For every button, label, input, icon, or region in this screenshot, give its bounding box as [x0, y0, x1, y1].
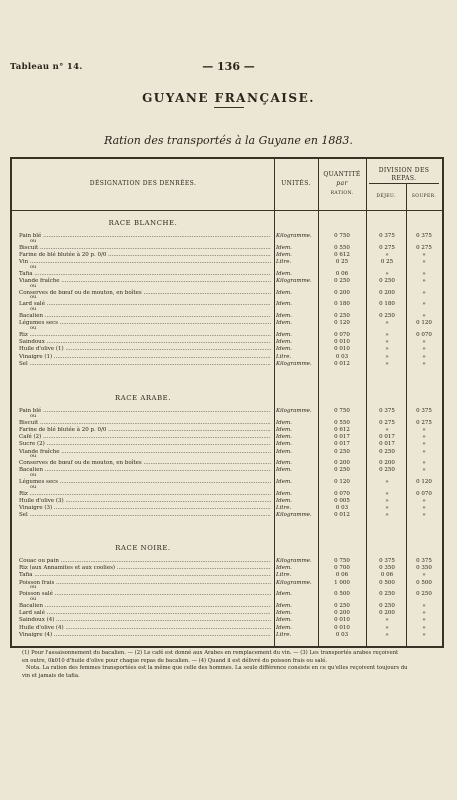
ou-separator: ou: [30, 584, 37, 591]
quantity-cell: 0 700: [334, 565, 350, 572]
header-souper: SOUPER.: [411, 194, 437, 199]
commodity-name: Légumes secs .....: [19, 319, 271, 327]
unit-cell: Kilogramme.: [276, 278, 312, 284]
unit-cell: Idem.: [276, 270, 292, 277]
table-row: [12, 590, 442, 598]
commodity-name: Riz .....: [19, 331, 271, 339]
quantity-cell: 0 200: [334, 610, 350, 617]
unit-cell: Litre.: [276, 353, 292, 360]
unit-cell: Kilogramme.: [276, 360, 312, 367]
commodity-name: Pain blé .....: [19, 232, 271, 240]
commodity-name: Conserves de bœuf ou de mouton, en boîtes .....: [19, 289, 271, 297]
quantity-cell: 0 010: [334, 624, 350, 631]
page-subtitle: Ration des transportés à la Guyane en 1883.: [104, 134, 353, 147]
unit-cell: Idem.: [276, 339, 292, 346]
quantity-cell: 0 550: [334, 244, 350, 251]
header-designation: DÉSIGNATION DES DENRÉES.: [89, 180, 197, 187]
commodity-name: Sucre (2) .....: [19, 440, 271, 448]
commodity-name: Conserves de bœuf ou de mouton, en boîtes .....: [19, 459, 271, 467]
unit-cell: Idem.: [276, 434, 292, 441]
dejeuner-cell: 0 275: [379, 419, 395, 426]
ou-separator: ou: [30, 596, 37, 602]
quantity-cell: 0 612: [334, 426, 350, 433]
commodity-name: Vinaigre (1) .....: [19, 353, 271, 361]
souper-cell: 0 120: [416, 320, 432, 327]
unit-cell: Litre.: [276, 259, 292, 266]
table-row: [12, 300, 442, 308]
souper-cell: »: [422, 467, 426, 474]
quantity-cell: 0 612: [334, 251, 350, 258]
souper-cell: »: [422, 301, 426, 308]
unit-cell: Idem.: [276, 320, 292, 327]
commodity-name: Biscuit .....: [19, 419, 271, 427]
dejeuner-cell: »: [385, 360, 389, 367]
commodity-name: Biscuit .....: [19, 244, 271, 252]
table-row: [12, 466, 442, 474]
dejeuner-cell: »: [385, 479, 389, 486]
header-dejeuner: DÉJEU.: [376, 194, 396, 199]
ou-separator: ou: [30, 263, 37, 270]
section-title: RACE BLANCHE.: [108, 219, 178, 227]
quantity-cell: 0 010: [334, 346, 350, 353]
table-row: [12, 289, 442, 297]
unit-cell: Idem.: [276, 251, 292, 258]
unit-cell: Idem.: [276, 565, 292, 572]
souper-cell: 0 375: [416, 558, 432, 564]
commodity-name: Sel .....: [19, 360, 271, 368]
unit-cell: Idem.: [276, 448, 292, 455]
quantity-cell: 0 550: [334, 419, 350, 426]
souper-cell: 0 375: [416, 233, 432, 239]
ou-separator: ou: [30, 412, 37, 419]
souper-cell: »: [422, 313, 426, 320]
quantity-cell: 0 750: [334, 558, 350, 564]
header-ration: RATION.: [330, 191, 354, 196]
header-par: par: [336, 180, 348, 187]
ou-separator: ou: [30, 453, 37, 460]
souper-cell: »: [422, 505, 426, 512]
quantity-cell: 0 070: [334, 490, 350, 497]
header-division: DIVISION DES REPAS.: [378, 167, 430, 182]
souper-cell: »: [422, 617, 426, 624]
commodity-name: Riz (aux Annamites et aux coolies) .....: [19, 564, 271, 572]
dejeuner-cell: 0 250: [379, 591, 395, 598]
quantity-cell: 0 250: [334, 467, 350, 474]
commodity-name: Vinaigre (4) .....: [19, 631, 271, 639]
commodity-name: Lard salé .....: [19, 609, 271, 617]
dejeuner-cell: »: [385, 617, 389, 624]
commodity-name: Huile d'olive (3) .....: [19, 497, 271, 505]
quantity-cell: 0 017: [334, 441, 350, 448]
commodity-name: Viande fraîche .....: [19, 277, 271, 285]
quantity-cell: 0 25: [335, 259, 349, 266]
souper-cell: »: [422, 270, 426, 277]
ou-separator: ou: [30, 306, 37, 313]
quantity-cell: 0 012: [334, 360, 350, 367]
footnote-nota: Nota. La ration des femmes transportées est la même que celle des hommes. La seule différence consiste en ce qu'elles reçoivent toujours du: [26, 665, 408, 671]
quantity-cell: 1 000: [334, 579, 350, 586]
quantity-cell: 0 03: [335, 353, 349, 360]
unit-cell: Idem.: [276, 301, 292, 308]
quantity-cell: 0 200: [334, 289, 350, 296]
ou-separator: ou: [30, 472, 37, 479]
dejeuner-cell: »: [385, 490, 389, 497]
quantity-cell: 0 120: [334, 320, 350, 327]
table-row: [12, 360, 442, 368]
section-title: RACE ARABE.: [114, 394, 171, 402]
page-title: GUYANE FRANÇAISE.: [142, 91, 315, 105]
dejeuner-cell: »: [385, 426, 389, 433]
dejeuner-cell: »: [385, 512, 389, 519]
table-row: [12, 277, 442, 285]
dejeuner-cell: »: [385, 498, 389, 504]
unit-cell: Kilogramme.: [276, 579, 312, 586]
dejeuner-cell: 0 250: [379, 603, 395, 609]
unit-cell: Idem.: [276, 289, 292, 296]
commodity-name: Vin .....: [19, 258, 271, 266]
header-unites: UNITÉS.: [281, 180, 311, 187]
commodity-name: Bacalien .....: [19, 602, 271, 610]
unit-cell: Idem.: [276, 624, 292, 631]
table-row: [12, 579, 442, 587]
unit-cell: Kilogramme.: [276, 512, 312, 519]
quantity-cell: 0 500: [334, 591, 350, 598]
unit-cell: Idem.: [276, 419, 292, 426]
unit-cell: Idem.: [276, 467, 292, 474]
unit-cell: Idem.: [276, 603, 292, 609]
quantity-cell: 0 012: [334, 512, 350, 519]
ou-separator: ou: [30, 483, 37, 490]
tableau-label: Tableau n° 14.: [10, 62, 83, 72]
unit-cell: Idem.: [276, 591, 292, 598]
souper-cell: »: [422, 460, 426, 467]
table-row: [12, 511, 442, 519]
quantity-cell: 0 250: [334, 313, 350, 320]
commodity-name: Tafia .....: [19, 571, 271, 579]
unit-cell: Idem.: [276, 426, 292, 433]
souper-cell: »: [422, 360, 426, 367]
dejeuner-cell: 0 25: [380, 259, 394, 266]
footnote-line: (1) Pour l'assaisonnement du bacalien. — (2) Le café est donné aux Arabes en remplacement du vin. — (3) Les transportés arabes reçoivent: [22, 650, 399, 656]
unit-cell: Idem.: [276, 346, 292, 353]
dejeuner-cell: 0 375: [379, 233, 395, 239]
ration-table: [10, 157, 444, 648]
quantity-cell: 0 250: [334, 448, 350, 455]
commodity-name: Lard salé .....: [19, 300, 271, 308]
section-title: RACE NOIRE.: [115, 544, 171, 552]
division-rule: [369, 183, 439, 184]
souper-cell: 0 375: [416, 408, 432, 414]
souper-cell: »: [422, 572, 426, 579]
souper-cell: »: [422, 251, 426, 258]
footnote-line: en outre, 0k010 d'huile d'olive pour chaque repas de bacalien. — (4) Quand il est délivré du poisson frais ou salé.: [22, 657, 328, 664]
title-rule: [214, 107, 244, 108]
dejeuner-cell: 0 017: [379, 434, 395, 441]
souper-cell: »: [422, 346, 426, 353]
ou-separator: ou: [30, 282, 37, 289]
souper-cell: »: [422, 426, 426, 433]
dejeuner-cell: 0 200: [379, 289, 395, 296]
unit-cell: Idem.: [276, 332, 292, 338]
unit-cell: Idem.: [276, 610, 292, 617]
dejeuner-cell: »: [385, 332, 389, 338]
souper-cell: 0 070: [416, 490, 432, 497]
souper-cell: »: [422, 603, 426, 609]
commodity-name: Poisson salé .....: [19, 590, 271, 598]
dejeuner-cell: 0 200: [379, 610, 395, 617]
dejeuner-cell: »: [385, 339, 389, 346]
quantity-cell: 0 010: [334, 617, 350, 624]
unit-cell: Idem.: [276, 490, 292, 497]
unit-cell: Idem.: [276, 313, 292, 320]
dejeuner-cell: 0 06: [380, 572, 394, 579]
dejeuner-cell: »: [385, 320, 389, 327]
unit-cell: Kilogramme.: [276, 558, 312, 564]
table-row: [12, 631, 442, 639]
table-row: [12, 407, 442, 415]
footnotes: [22, 650, 440, 680]
souper-cell: »: [422, 448, 426, 455]
commodity-name: Huile d'olive (1) .....: [19, 345, 271, 353]
ou-separator: ou: [30, 325, 37, 331]
quantity-cell: 0 03: [335, 631, 349, 638]
quantity-cell: 0 06: [335, 270, 349, 277]
souper-cell: »: [422, 441, 426, 448]
dejeuner-cell: »: [385, 251, 389, 258]
quantity-cell: 0 180: [334, 301, 350, 308]
unit-cell: Idem.: [276, 244, 292, 251]
commodity-name: Viande fraîche .....: [19, 448, 271, 456]
quantity-cell: 0 750: [334, 233, 350, 239]
souper-cell: 0 275: [416, 244, 432, 251]
table-row: [12, 232, 442, 240]
quantity-cell: 0 250: [334, 603, 350, 609]
commodity-name: Tafia .....: [19, 270, 271, 278]
commodity-name: Saindoux (4) .....: [19, 616, 271, 624]
unit-cell: Litre.: [276, 572, 292, 579]
souper-cell: »: [422, 289, 426, 296]
quantity-cell: 0 03: [335, 505, 349, 512]
unit-cell: Kilogramme.: [276, 408, 312, 414]
commodity-name: Pain blé .....: [19, 407, 271, 415]
dejeuner-cell: »: [385, 631, 389, 638]
table-row: [12, 258, 442, 266]
table-row: [12, 448, 442, 456]
dejeuner-cell: 0 375: [379, 408, 395, 414]
unit-cell: Idem.: [276, 617, 292, 624]
dejeuner-cell: 0 250: [379, 313, 395, 320]
unit-cell: Idem.: [276, 498, 292, 504]
souper-cell: »: [422, 624, 426, 631]
table-row: [12, 319, 442, 327]
unit-cell: Kilogramme.: [276, 233, 312, 239]
quantity-cell: 0 120: [334, 479, 350, 486]
commodity-name: Farine de blé blutée à 20 p. 0/0 .....: [19, 426, 271, 434]
souper-cell: »: [422, 278, 426, 284]
dejeuner-cell: »: [385, 505, 389, 512]
souper-cell: »: [422, 610, 426, 617]
ou-separator: ou: [30, 237, 37, 244]
ou-separator: ou: [30, 294, 37, 301]
dejeuner-cell: 0 275: [379, 244, 395, 251]
commodity-name: Huile d'olive (4) .....: [19, 624, 271, 632]
dejeuner-cell: 0 250: [379, 467, 395, 474]
unit-cell: Idem.: [276, 479, 292, 486]
dejeuner-cell: 0 250: [379, 278, 395, 284]
quantity-cell: 0 06: [335, 572, 349, 579]
footnote-line: vin et jamais de tafia.: [22, 672, 80, 679]
unit-cell: Litre.: [276, 505, 292, 512]
quantity-cell: 0 017: [334, 434, 350, 441]
commodity-name: Saindoux .....: [19, 338, 271, 346]
souper-cell: 0 275: [416, 419, 432, 426]
dejeuner-cell: »: [385, 353, 389, 360]
quantity-cell: 0 070: [334, 332, 350, 338]
commodity-name: Sel .....: [19, 511, 271, 519]
dejeuner-cell: 0 180: [379, 301, 395, 308]
unit-cell: Idem.: [276, 441, 292, 448]
souper-cell: »: [422, 434, 426, 441]
dejeuner-cell: 0 250: [379, 448, 395, 455]
souper-cell: »: [422, 631, 426, 638]
souper-cell: 0 350: [416, 565, 432, 572]
dejeuner-cell: »: [385, 270, 389, 277]
quantity-cell: 0 005: [334, 498, 350, 504]
quantity-cell: 0 010: [334, 339, 350, 346]
commodity-name: Poisson frais .....: [19, 579, 271, 587]
unit-cell: Idem.: [276, 460, 292, 467]
souper-cell: »: [422, 512, 426, 519]
commodity-name: Bacalien .....: [19, 466, 271, 474]
souper-cell: 0 070: [416, 332, 432, 338]
quantity-cell: 0 200: [334, 460, 350, 467]
header-quantite: QUANTITÉ: [323, 171, 361, 178]
unit-cell: Litre.: [276, 631, 292, 638]
commodity-name: Vinaigre (3) .....: [19, 504, 271, 512]
quantity-cell: 0 750: [334, 408, 350, 414]
table-row: [12, 478, 442, 486]
page-number: — 136 —: [202, 60, 255, 73]
dejeuner-cell: 0 350: [379, 565, 395, 572]
commodity-name: Légumes secs .....: [19, 478, 271, 486]
commodity-name: Farine de blé blutée à 20 p. 0/0 .....: [19, 251, 271, 259]
souper-cell: 0 120: [416, 479, 432, 486]
souper-cell: »: [422, 498, 426, 504]
souper-cell: 0 250: [416, 591, 432, 598]
commodity-name: Couac ou pain .....: [19, 557, 271, 565]
quantity-cell: 0 250: [334, 278, 350, 284]
dejeuner-cell: 0 500: [379, 579, 395, 586]
souper-cell: »: [422, 353, 426, 360]
commodity-name: Café (2) .....: [19, 433, 271, 441]
dejeuner-cell: 0 375: [379, 558, 395, 564]
dejeuner-cell: »: [385, 624, 389, 631]
souper-cell: »: [422, 339, 426, 346]
dejeuner-cell: 0 200: [379, 460, 395, 467]
dejeuner-cell: 0 017: [379, 441, 395, 448]
header-bottom-rule: [12, 210, 442, 211]
dejeuner-cell: »: [385, 346, 389, 353]
souper-cell: »: [422, 259, 426, 266]
souper-cell: 0 500: [416, 579, 432, 586]
commodity-name: Riz .....: [19, 490, 271, 498]
commodity-name: Bacalien .....: [19, 312, 271, 320]
